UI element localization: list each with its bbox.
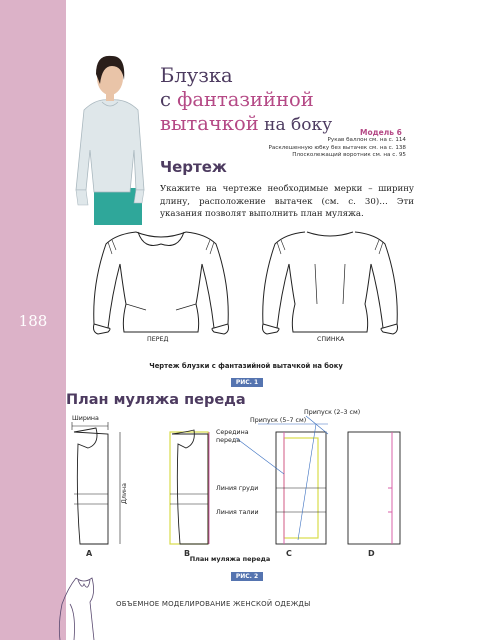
front-plan-diagram xyxy=(66,404,426,564)
back-label: СПИНКА xyxy=(317,336,345,343)
width-label: Ширина xyxy=(72,415,99,422)
ref-item: Рукав баллон см. на с. 114 xyxy=(327,137,406,143)
figure-caption-2: План муляжа переда xyxy=(189,555,271,563)
title-line-3 xyxy=(160,112,360,137)
section-heading-drawing: Чертеж xyxy=(160,158,227,176)
length-label: Длина xyxy=(121,482,128,504)
page-number: 188 xyxy=(18,312,48,330)
title-line-1: Блузка xyxy=(160,64,233,87)
letter-b: B xyxy=(184,549,191,558)
page-title xyxy=(160,64,360,137)
title-line-2 xyxy=(160,88,360,112)
chest-line-label: Линия груди xyxy=(216,485,259,492)
ref-item: Расклешенную юбку без вытачек см. на с. 138 xyxy=(268,144,406,151)
diagram-c xyxy=(216,409,360,558)
letter-c: C xyxy=(286,549,292,558)
section-heading-plan: План муляжа переда xyxy=(66,392,246,408)
book-footer: ОБЪЕМНОЕ МОДЕЛИРОВАНИЕ ЖЕНСКОЙ ОДЕЖДЫ xyxy=(116,600,311,608)
waist-line-label: Линия талии xyxy=(216,509,259,516)
title-prefix: с xyxy=(160,88,178,111)
instruction-paragraph: Укажите на чертеже необходимые мерки – ширину длину, расположение вытачек (см. с. 30)… Эти указания позволят выполнить план муляжа. xyxy=(160,184,414,219)
model-number: Модель 6 xyxy=(360,128,402,137)
title-suffix: на боку xyxy=(258,115,333,135)
letter-a: A xyxy=(86,549,93,558)
allowance-1-label: Припуск (5–7 см) xyxy=(250,417,307,424)
back-blouse-sketch xyxy=(255,224,405,344)
title-accent-1: фантазийной xyxy=(177,88,314,111)
figure-caption-1: Чертеж блузки с фантазийной вытачкой на боку xyxy=(149,362,343,370)
center-label-1: Середина xyxy=(216,429,249,436)
footer-blouse-sketch xyxy=(56,574,112,640)
allowance-2-label: Припуск (2–3 см) xyxy=(304,409,361,416)
diagram-a xyxy=(72,415,128,558)
front-label: ПЕРЕД xyxy=(147,336,169,343)
front-blouse-sketch xyxy=(86,224,236,344)
model-photo xyxy=(66,40,154,225)
figure-badge-2: РИС. 2 xyxy=(231,572,263,581)
letter-d: D xyxy=(368,549,375,558)
diagram-b xyxy=(170,430,209,558)
center-label-2: переда xyxy=(216,437,241,444)
diagram-d xyxy=(348,432,400,558)
title-accent-2: вытачкой xyxy=(160,112,259,135)
ref-item: Плосколежащий воротник см. на с. 95 xyxy=(292,152,406,159)
figure-badge-1: РИС. 1 xyxy=(231,378,263,387)
cross-references xyxy=(268,137,406,160)
